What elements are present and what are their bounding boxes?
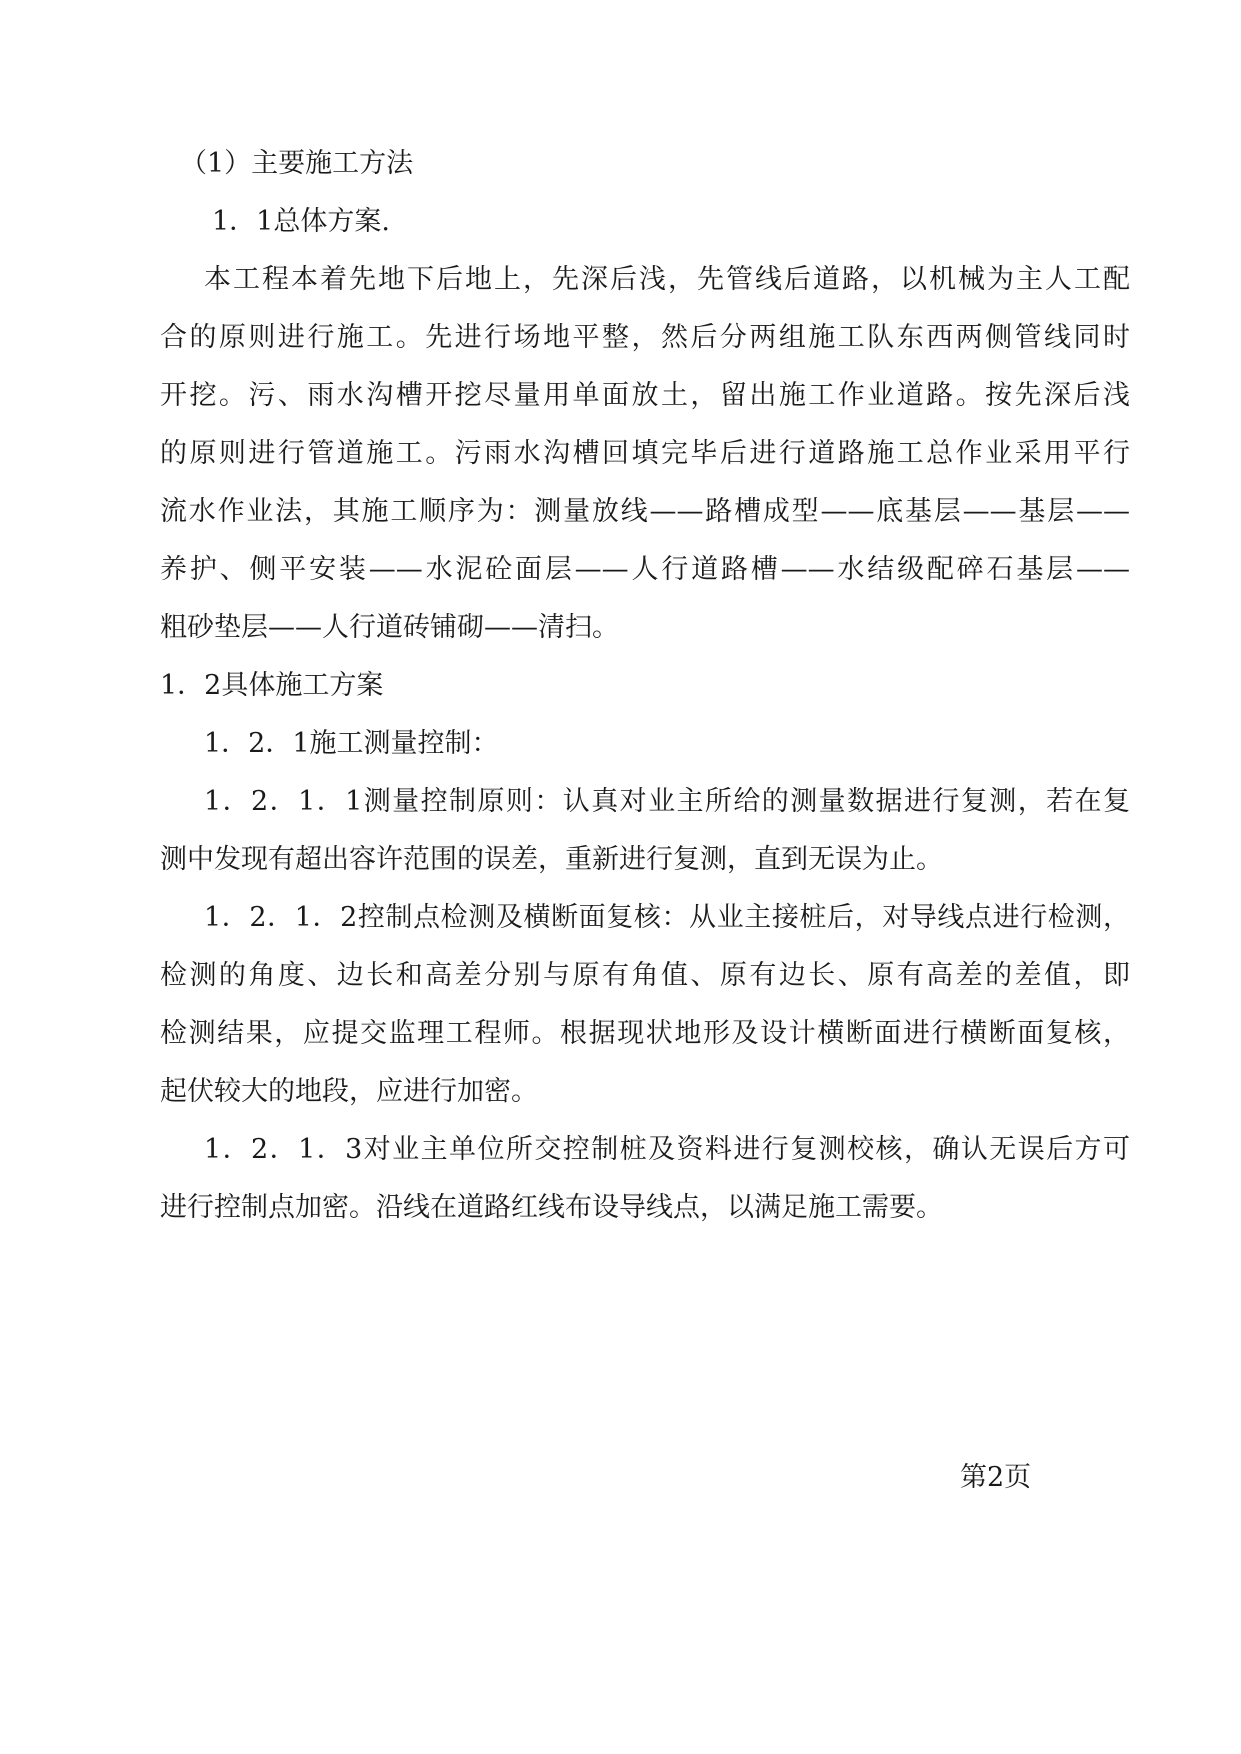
subsection-heading: 1．2具体施工方案 [160,670,384,701]
paragraph-line: 1．2．1．2控制点检测及横断面复核：从业主接桩后，对导线点进行检测， [204,902,1130,933]
paragraph-line: 1．2．1．1测量控制原则：认真对业主所给的测量数据进行复测，若在复 [204,786,1130,817]
paragraph-line: 进行控制点加密。沿线在道路红线布设导线点，以满足施工需要。 [160,1192,943,1223]
paragraph-line: 粗砂垫层——人行道砖铺砌——清扫。 [160,612,619,643]
subsection-heading: 1．2．1施工测量控制： [204,728,499,759]
page-number: 第2页 [960,1462,1032,1493]
paragraph-line: 测中发现有超出容许范围的误差，重新进行复测，直到无误为止。 [160,844,943,875]
paragraph-line: 的原则进行管道施工。污雨水沟槽回填完毕后进行道路施工总作业采用平行 [160,438,1130,469]
paragraph-line: 1．2．1．3对业主单位所交控制桩及资料进行复测校核，确认无误后方可 [204,1134,1130,1165]
paragraph-line: 检测的角度、边长和高差分别与原有角值、原有边长、原有高差的差值，即 [160,960,1130,991]
section-heading: （1）主要施工方法 [180,148,414,179]
paragraph-line: 合的原则进行施工。先进行场地平整，然后分两组施工队东西两侧管线同时 [160,322,1130,353]
subsection-heading: 1．1总体方案. [212,206,390,237]
paragraph-line: 流水作业法，其施工顺序为：测量放线——路槽成型——底基层——基层—— [160,496,1130,527]
paragraph-line: 本工程本着先地下后地上，先深后浅，先管线后道路，以机械为主人工配 [204,264,1130,295]
paragraph-line: 起伏较大的地段，应进行加密。 [160,1076,538,1107]
paragraph-line: 开挖。污、雨水沟槽开挖尽量用单面放土，留出施工作业道路。按先深后浅 [160,380,1130,411]
paragraph-line: 检测结果，应提交监理工程师。根据现状地形及设计横断面进行横断面复核， [160,1018,1130,1049]
paragraph-line: 养护、侧平安装——水泥砼面层——人行道路槽——水结级配碎石基层—— [160,554,1130,585]
